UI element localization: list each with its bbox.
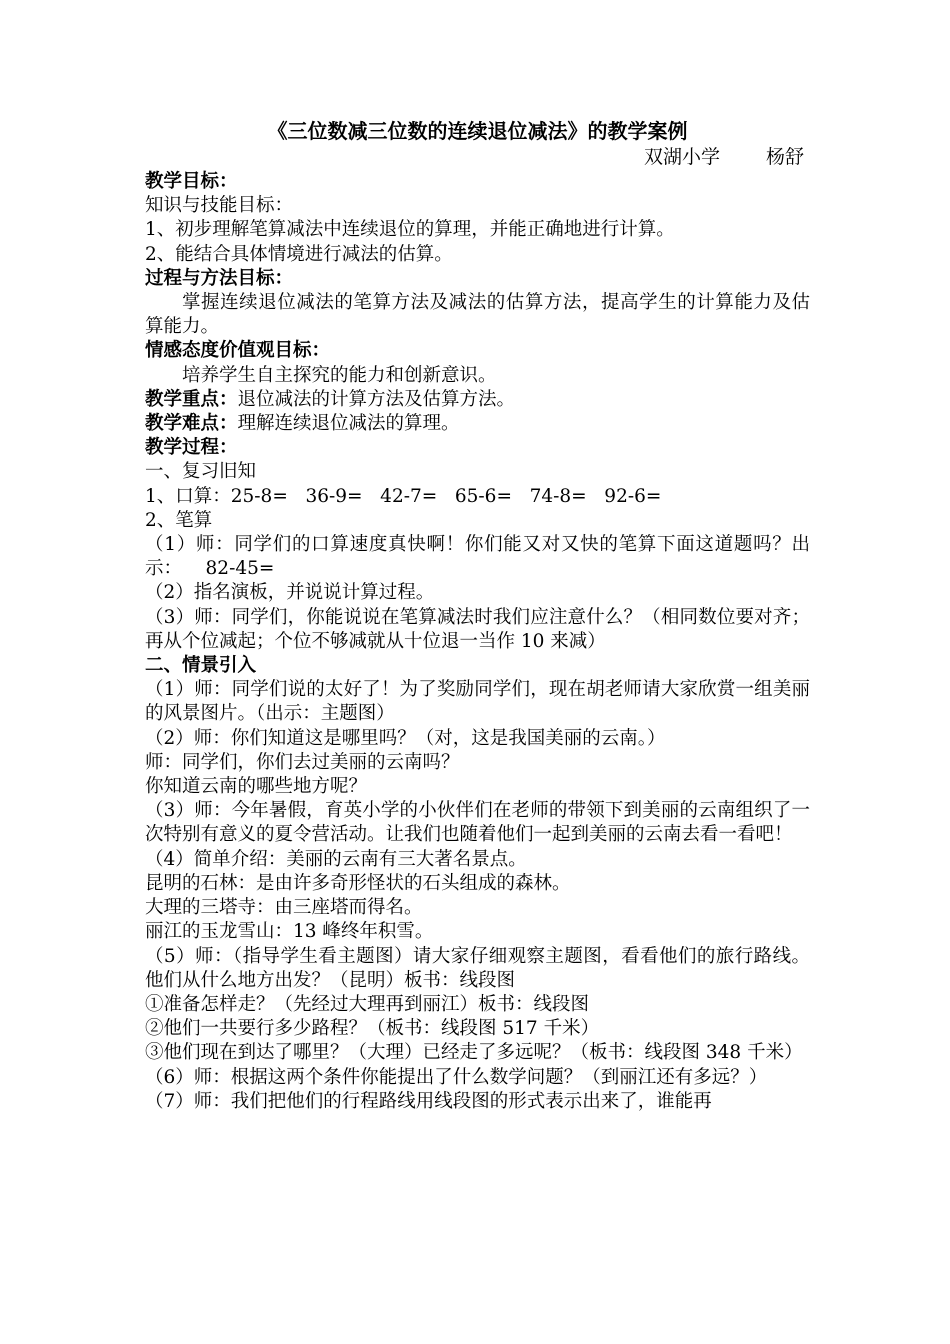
- scene-step-5c: ③他们现在到达了哪里？（大理）已经走了多远呢？（板书：线段图 348 千米）: [145, 1042, 803, 1064]
- scene-step-5b: ②他们一共要行多少路程？（板书：线段图 517 千米）: [145, 1018, 600, 1040]
- section-review: 一、复习旧知: [145, 461, 257, 483]
- heading-teaching-process: 教学过程：: [145, 437, 238, 459]
- scene-step-4a: 昆明的石林：是由许多奇形怪状的石头组成的森林。: [145, 872, 571, 894]
- school-name: 双湖小学: [643, 146, 720, 168]
- oral-calc: 1、口算：25-8= 36-9= 42-7= 65-6= 74-8= 92-6=: [145, 485, 662, 507]
- scene-step-3: （3）师：今年暑假，育英小学的小伙伴们在老师的带领下到美丽的云南组织了一次特别有意义的夏令营活动。让我们也随着他们一起到美丽的云南去看一看吧！: [145, 800, 810, 846]
- knowledge-goals-label: 知识与技能目标：: [145, 195, 294, 217]
- written-step-1: （1）师：同学们的口算速度真快啊！你们能又对又快的笔算下面这道题吗？出示： 82-45=: [145, 534, 810, 580]
- knowledge-goal-2: 2、能结合具体情境进行减法的估算。: [145, 243, 453, 265]
- scene-step-1: （1）师：同学们说的太好了！为了奖励同学们，现在胡老师请大家欣赏一组美丽的风景图片。（出示：主题图）: [145, 679, 810, 725]
- teaching-key-point: [145, 388, 810, 412]
- scene-step-2b: 你知道云南的哪些地方呢？: [145, 776, 368, 798]
- scene-step-6: （6）师：根据这两个条件你能提出了什么数学问题？（到丽江还有多远？）: [145, 1066, 768, 1088]
- teaching-difficulty: [145, 412, 810, 436]
- emotion-goals-text: 培养学生自主探究的能力和创新意识。: [182, 364, 497, 386]
- scene-step-7: （7）师：我们把他们的行程路线用线段图的形式表示出来了，谁能再: [145, 1090, 712, 1112]
- document-page: [145, 118, 810, 1114]
- scene-step-4: （4）简单介绍：美丽的云南有三大著名景点。: [145, 848, 527, 870]
- difficulty-label: 教学难点：: [145, 413, 238, 435]
- written-step-3: （3）师：同学们，你能说说在笔算减法时我们应注意什么？（相同数位要对齐；再从个位减起；个位不够减就从十位退一当作 10 来减）: [145, 606, 810, 652]
- heading-emotion-goals: 情感态度价值观目标：: [145, 340, 331, 362]
- scene-step-4c: 丽江的玉龙雪山：13 峰终年积雪。: [145, 921, 434, 943]
- scene-step-5a: ①准备怎样走？（先经过大理再到丽江）板书：线段图: [145, 993, 590, 1015]
- section-scene: 二、情景引入: [145, 655, 257, 677]
- difficulty-text: 理解连续退位减法的算理。: [237, 413, 460, 435]
- written-calc: 2、笔算: [145, 509, 213, 531]
- heading-teaching-goals: 教学目标：: [145, 171, 238, 192]
- knowledge-goal-1: 1、初步理解笔算减法中连续退位的算理，并能正确地进行计算。: [145, 219, 675, 241]
- scene-step-2a: 师：同学们，你们去过美丽的云南吗？: [145, 751, 460, 773]
- scene-step-2: （2）师：你们知道这是哪里吗？（对，这是我国美丽的云南。）: [145, 727, 666, 749]
- key-label: 教学重点：: [145, 388, 238, 410]
- written-step-2: （2）指名演板，并说说计算过程。: [145, 582, 435, 604]
- key-text: 退位减法的计算方法及估算方法。: [237, 388, 516, 410]
- scene-step-4b: 大理的三塔寺：由三座塔而得名。: [145, 897, 423, 919]
- heading-process-goals: 过程与方法目标：: [145, 267, 294, 289]
- process-goals-text: 掌握连续退位减法的笔算方法及减法的估算方法，提高学生的计算能力及估算能力。: [145, 292, 810, 338]
- scene-step-5: （5）师：（指导学生看主题图）请大家仔细观察主题图，看看他们的旅行路线。他们从什么地方出发？（昆明）板书：线段图: [145, 945, 810, 991]
- author-name: 杨舒: [765, 146, 804, 168]
- doc-title: 《三位数减三位数的连续退位减法》的教学案例: [267, 119, 688, 143]
- author-line: [145, 144, 810, 170]
